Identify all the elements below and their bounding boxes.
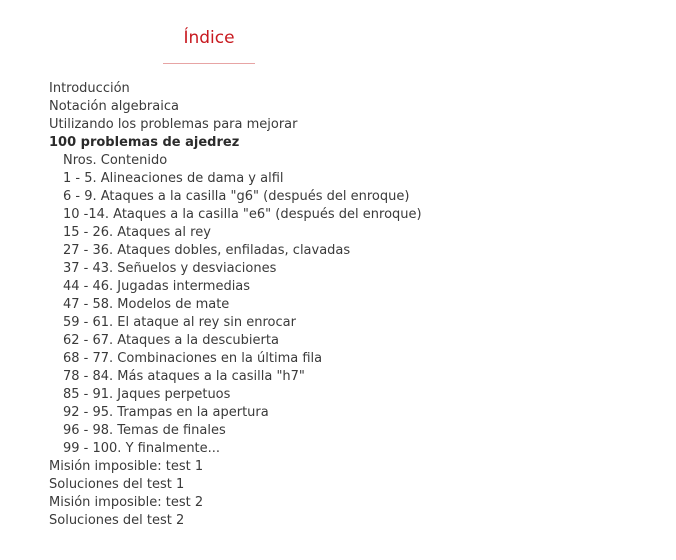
- title-underline: [163, 63, 255, 64]
- toc-subitem[interactable]: 59 - 61. El ataque al rey sin enrocar: [63, 315, 296, 330]
- toc-subitem[interactable]: 96 - 98. Temas de finales: [63, 423, 226, 438]
- toc-subitem[interactable]: 68 - 77. Combinaciones en la última fila: [63, 351, 323, 366]
- toc-subitem[interactable]: 78 - 84. Más ataques a la casilla "h7": [63, 369, 305, 384]
- toc-item-test-1[interactable]: Misión imposible: test 1: [49, 459, 204, 474]
- toc-contents-header[interactable]: Nros. Contenido: [63, 153, 168, 168]
- table-of-contents: [49, 80, 422, 530]
- toc-subitem[interactable]: 15 - 26. Ataques al rey: [63, 225, 211, 240]
- toc-section-heading[interactable]: 100 problemas de ajedrez: [49, 135, 240, 150]
- toc-subitem[interactable]: 47 - 58. Modelos de mate: [63, 297, 230, 312]
- toc-subitem[interactable]: 27 - 36. Ataques dobles, enfiladas, clavadas: [63, 243, 351, 258]
- toc-item-test-2[interactable]: Misión imposible: test 2: [49, 495, 204, 510]
- toc-subitem[interactable]: 1 - 5. Alineaciones de dama y alfil: [63, 171, 284, 186]
- toc-subitem[interactable]: 99 - 100. Y finalmente...: [63, 441, 221, 456]
- toc-item-utilizando[interactable]: Utilizando los problemas para mejorar: [49, 117, 298, 132]
- toc-subitem[interactable]: 6 - 9. Ataques a la casilla "g6" (después del enroque): [63, 189, 410, 204]
- page-title: Índice: [183, 28, 235, 48]
- toc-subitem[interactable]: 10 -14. Ataques a la casilla "e6" (después del enroque): [63, 207, 422, 222]
- toc-subitem[interactable]: 92 - 95. Trampas en la apertura: [63, 405, 269, 420]
- toc-item-soluciones-2[interactable]: Soluciones del test 2: [49, 513, 185, 528]
- toc-subitem[interactable]: 37 - 43. Señuelos y desviaciones: [63, 261, 277, 276]
- title-block: [163, 26, 255, 50]
- toc-item-notacion[interactable]: Notación algebraica: [49, 99, 179, 114]
- toc-subitem[interactable]: 85 - 91. Jaques perpetuos: [63, 387, 231, 402]
- toc-item-introduccion[interactable]: Introducción: [49, 81, 130, 96]
- toc-subitem[interactable]: 62 - 67. Ataques a la descubierta: [63, 333, 279, 348]
- toc-subitem[interactable]: 44 - 46. Jugadas intermedias: [63, 279, 251, 294]
- toc-item-soluciones-1[interactable]: Soluciones del test 1: [49, 477, 185, 492]
